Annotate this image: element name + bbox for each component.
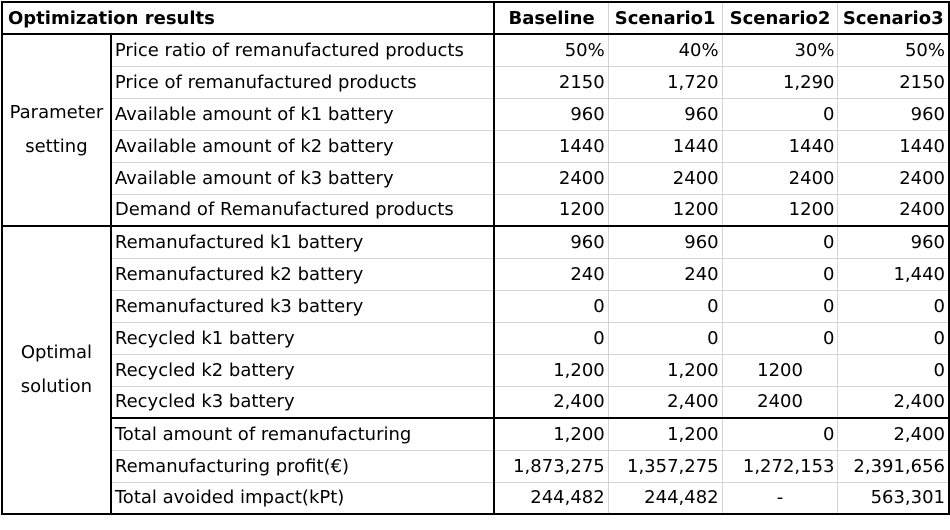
row-label: Available amount of k3 battery [111, 162, 495, 194]
table-cell: 50% [494, 34, 608, 66]
table-cell: 244,482 [608, 482, 722, 514]
table-cell: 0 [722, 290, 838, 322]
column-header-scenario2: Scenario2 [722, 2, 838, 34]
table-cell: 1440 [838, 130, 949, 162]
table-cell: 1,200 [608, 354, 722, 386]
table-cell: 0 [608, 290, 722, 322]
table-cell: 1,357,275 [608, 450, 722, 482]
table-cell: 1440 [494, 130, 608, 162]
table-cell: 2400 [722, 386, 838, 418]
table-cell: 1,272,153 [722, 450, 838, 482]
table-cell: 2,400 [838, 386, 949, 418]
group-label-optimal-solution: Optimal solution [2, 226, 111, 514]
table-cell: 0 [838, 290, 949, 322]
table-cell: 2,391,656 [838, 450, 949, 482]
optimization-results-table [1, 1, 950, 515]
table-cell: 960 [608, 98, 722, 130]
table-row [2, 482, 949, 514]
table-cell: 2150 [494, 66, 608, 98]
table-cell: 2150 [838, 66, 949, 98]
row-label: Price ratio of remanufactured products [111, 34, 495, 66]
table-cell: 960 [494, 98, 608, 130]
column-header-scenario1: Scenario1 [608, 2, 722, 34]
table-cell: 0 [494, 290, 608, 322]
table-cell: 2400 [608, 162, 722, 194]
table-cell: 1440 [608, 130, 722, 162]
header-row [2, 2, 949, 34]
table-cell: 0 [608, 322, 722, 354]
table-cell: 1,720 [608, 66, 722, 98]
table-cell: 0 [494, 322, 608, 354]
row-label: Available amount of k2 battery [111, 130, 495, 162]
table-cell: 1200 [494, 194, 608, 226]
table-row [2, 290, 949, 322]
table-cell: 563,301 [838, 482, 949, 514]
table-cell: 1,290 [722, 66, 838, 98]
table-cell: 2,400 [838, 418, 949, 450]
table-cell: 50% [838, 34, 949, 66]
table-cell: 2,400 [494, 386, 608, 418]
table-cell: 1,200 [608, 418, 722, 450]
table-row [2, 226, 949, 258]
table-cell: 2,400 [608, 386, 722, 418]
group-label-parameter-setting: Parameter setting [2, 34, 111, 226]
table-cell: 1200 [722, 354, 838, 386]
table-row [2, 162, 949, 194]
table-cell: 960 [494, 226, 608, 258]
table-title: Optimization results [2, 2, 494, 34]
table-cell: 240 [608, 258, 722, 290]
table-cell: 240 [494, 258, 608, 290]
table-cell: 0 [722, 418, 838, 450]
table-row [2, 322, 949, 354]
row-label: Total avoided impact(kPt) [111, 482, 495, 514]
table-cell: 0 [838, 322, 949, 354]
table-cell: 1,200 [494, 354, 608, 386]
table-cell: 30% [722, 34, 838, 66]
table-row [2, 98, 949, 130]
row-label: Recycled k2 battery [111, 354, 495, 386]
table-cell: 2400 [722, 162, 838, 194]
table-cell: 0 [838, 354, 949, 386]
table-cell: 960 [608, 226, 722, 258]
row-label: Total amount of remanufacturing [111, 418, 495, 450]
table-cell: 0 [722, 322, 838, 354]
column-header-scenario3: Scenario3 [838, 2, 949, 34]
row-label: Remanufactured k1 battery [111, 226, 495, 258]
table-cell: 960 [838, 98, 949, 130]
table-row [2, 450, 949, 482]
table-row [2, 418, 949, 450]
row-label: Remanufactured k2 battery [111, 258, 495, 290]
row-label: Recycled k3 battery [111, 386, 495, 418]
row-label: Remanufactured k3 battery [111, 290, 495, 322]
table-row [2, 194, 949, 226]
table-row [2, 34, 949, 66]
table-cell: 2400 [494, 162, 608, 194]
table-cell: 2400 [838, 194, 949, 226]
table-row [2, 258, 949, 290]
table-row [2, 386, 949, 418]
table-row [2, 66, 949, 98]
table-cell: 0 [722, 98, 838, 130]
table-row [2, 354, 949, 386]
table-cell: 1200 [722, 194, 838, 226]
table-cell: 0 [722, 226, 838, 258]
row-label: Demand of Remanufactured products [111, 194, 495, 226]
table-cell: 40% [608, 34, 722, 66]
table-cell: 1200 [608, 194, 722, 226]
table-cell: 960 [838, 226, 949, 258]
table-cell: 1,200 [494, 418, 608, 450]
table-cell: 0 [722, 258, 838, 290]
row-label: Recycled k1 battery [111, 322, 495, 354]
table-cell: 2400 [838, 162, 949, 194]
row-label: Price of remanufactured products [111, 66, 495, 98]
column-header-baseline: Baseline [494, 2, 608, 34]
table-cell: 1,440 [838, 258, 949, 290]
row-label: Remanufacturing profit(€) [111, 450, 495, 482]
table-cell: 1,873,275 [494, 450, 608, 482]
table-cell: - [722, 482, 838, 514]
table-cell: 1440 [722, 130, 838, 162]
table-cell: 244,482 [494, 482, 608, 514]
table-row [2, 130, 949, 162]
row-label: Available amount of k1 battery [111, 98, 495, 130]
